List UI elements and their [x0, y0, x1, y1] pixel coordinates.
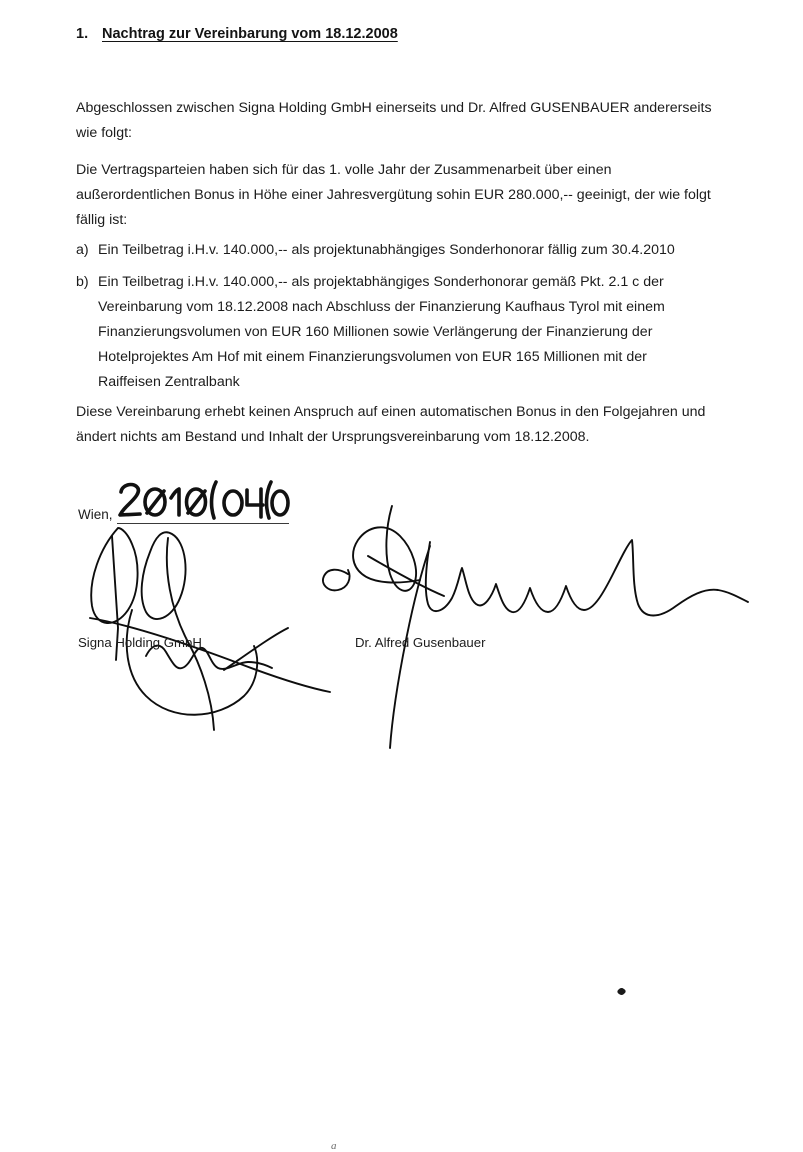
- list-item-a: [76, 238, 675, 263]
- list-item-b-content: [98, 270, 665, 395]
- paragraph-bonus: [76, 158, 711, 233]
- heading-number: 1.: [76, 26, 89, 42]
- list-item-b-line-2: Vereinbarung vom 18.12.2008 nach Abschluss der Finanzierung Kaufhaus Tyrol mit einem: [98, 299, 665, 315]
- list-marker-b: b): [76, 274, 89, 290]
- paragraph-closing: [76, 400, 705, 450]
- page-title: Nachtrag zur Vereinbarung vom 18.12.2008: [102, 26, 398, 42]
- page-heading: [76, 26, 398, 42]
- paragraph-intro: [76, 96, 712, 146]
- list-marker-a: a): [76, 242, 89, 258]
- list-item-b-line-1: Ein Teilbetrag i.H.v. 140.000,-- als projektabhängiges Sonderhonorar gemäß Pkt. 2.1 c der: [98, 274, 664, 290]
- paragraph-closing-line-2: ändert nichts am Bestand und Inhalt der Ursprungsvereinbarung vom 18.12.2008.: [76, 429, 590, 445]
- scan-artifact-letter: a: [331, 1140, 337, 1152]
- paragraph-closing-line-1: Diese Vereinbarung erhebt keinen Anspruch auf einen automatischen Bonus in den Folgejahren und: [76, 404, 706, 420]
- signature-right-gusenbauer: [323, 506, 748, 748]
- list-item-a-line-1: Ein Teilbetrag i.H.v. 140.000,-- als projektunabhängiges Sonderhonorar fällig zum 30.4.2010: [98, 242, 675, 258]
- signature-zone: [0, 500, 803, 1152]
- signature-label-gusenbauer: Dr. Alfred Gusenbauer: [355, 635, 486, 650]
- paragraph-intro-line-2: wie folgt:: [76, 125, 132, 141]
- paragraph-bonus-line-2: außerordentlichen Bonus in Höhe einer Jahresvergütung sohin EUR 280.000,-- geeinigt, der wie folgt: [76, 187, 711, 203]
- list-item-b-line-5: Raiffeisen Zentralbank: [98, 374, 240, 390]
- paragraph-bonus-line-1: Die Vertragsparteien haben sich für das 1. volle Jahr der Zusammenarbeit über einen: [76, 162, 612, 178]
- scan-artifact-speck: [616, 987, 627, 996]
- city-label: Wien,: [78, 507, 113, 522]
- list-item-b-line-3: Finanzierungsvolumen von EUR 160 Millionen sowie Verlängerung der Finanzierung der: [98, 324, 653, 340]
- list-item-a-content: [98, 238, 675, 263]
- paragraph-intro-line-1: Abgeschlossen zwischen Signa Holding GmbH einerseits und Dr. Alfred GUSENBAUER andererseits: [76, 100, 712, 116]
- list-item-b: [76, 270, 665, 395]
- list-item-b-line-4: Hotelprojektes Am Hof mit einem Finanzierungsvolumen von EUR 165 Millionen mit der: [98, 349, 647, 365]
- paragraph-bonus-line-3: fällig ist:: [76, 212, 128, 228]
- signature-left-signa-holding: [90, 528, 330, 730]
- signature-label-signa-holding: Signa Holding GmbH: [78, 635, 202, 650]
